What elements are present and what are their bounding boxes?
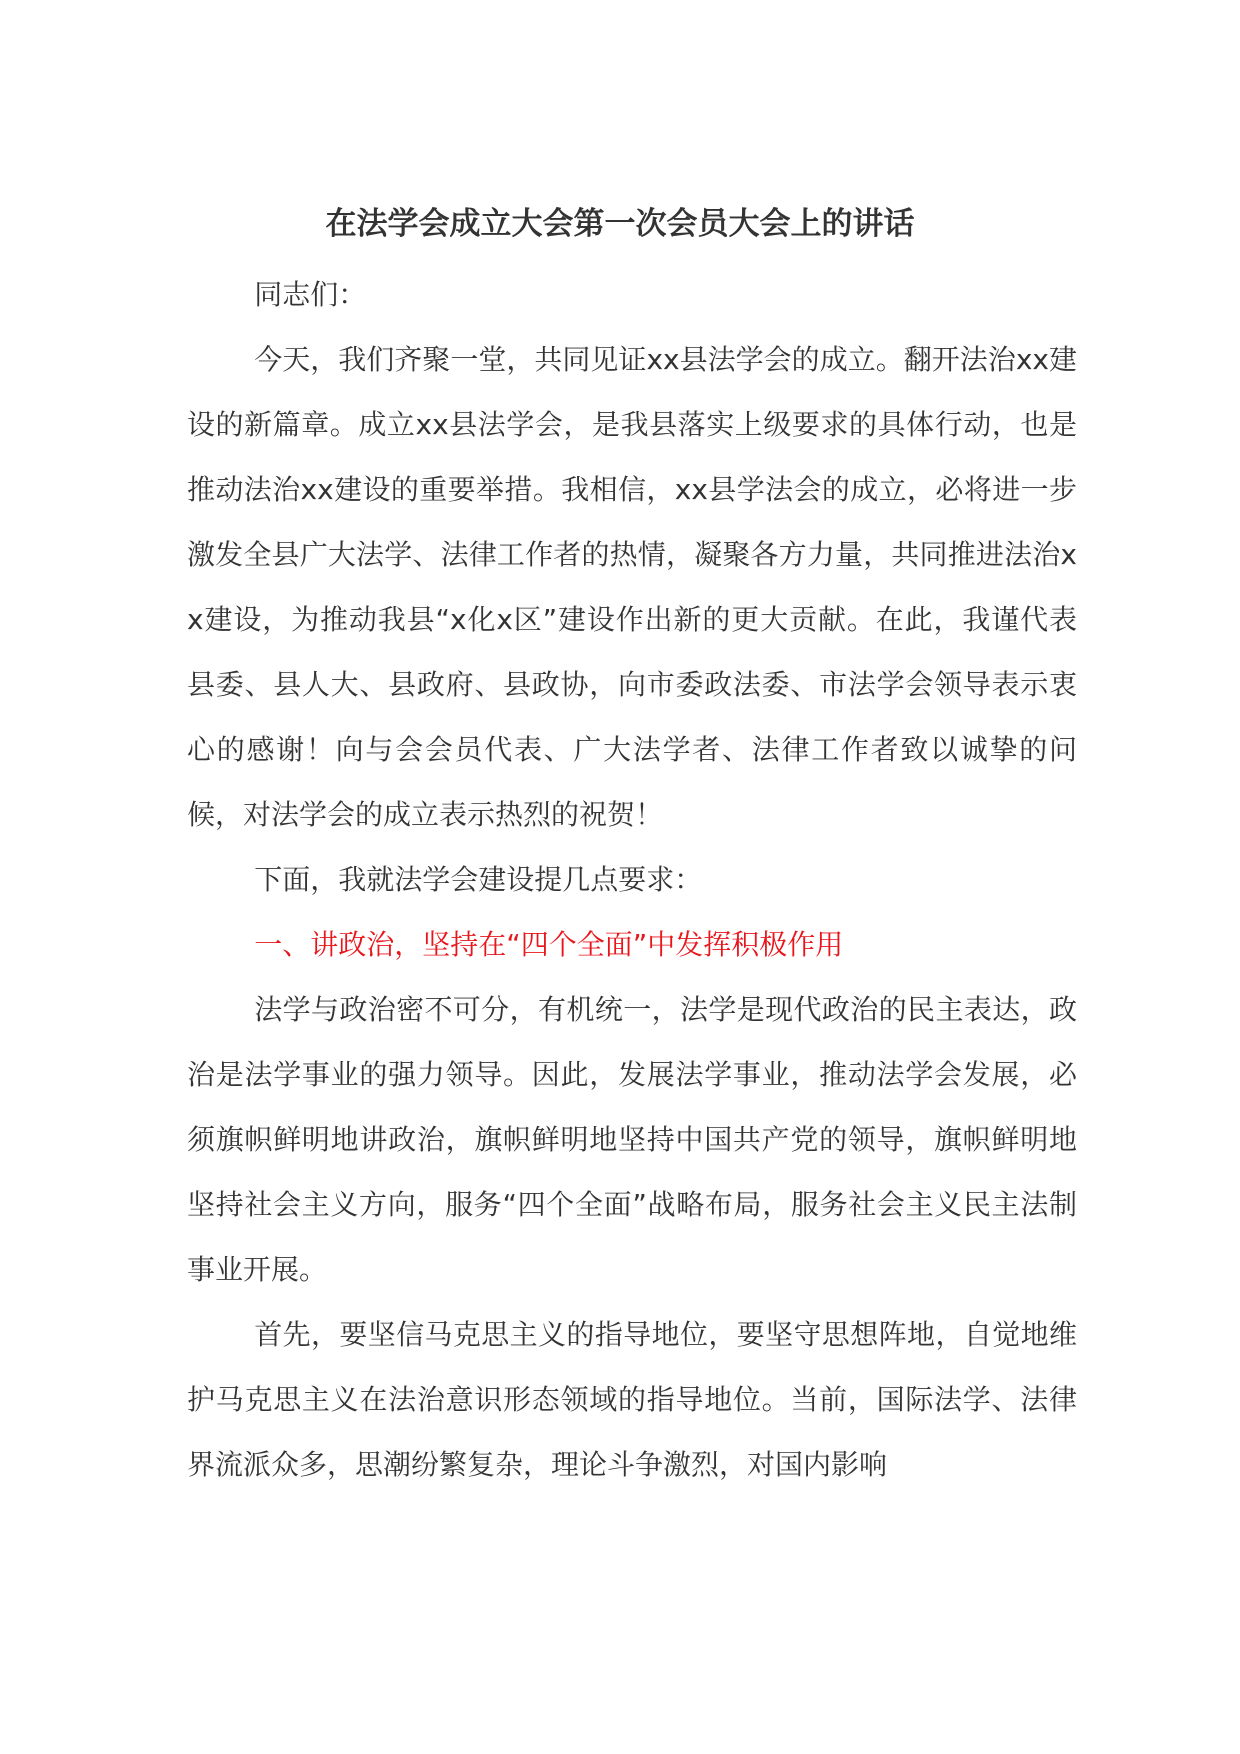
document-body <box>187 262 1077 1497</box>
first-point-paragraph: 首先，要坚信马克思主义的指导地位，要坚守思想阵地，自觉地维护马克思主义在法治意识形态领域的指导地位。当前，国际法学、法律界流派众多，思潮纷繁复杂，理论斗争激烈，对国内影响 <box>187 1318 1077 1481</box>
salutation-paragraph: 同志们： <box>254 278 367 311</box>
section-paragraph: 法学与政治密不可分，有机统一，法学是现代政治的民主表达，政治是法学事业的强力领导。因此，发展法学事业，推动法学会发展，必须旗帜鲜明地讲政治，旗帜鲜明地坚持中国共产党的领导，旗帜鲜明地坚持社会主义方向，服务“四个全面”战略布局，服务社会主义民主法制事业开展。 <box>187 993 1077 1286</box>
section-heading: 一、讲政治，坚持在“四个全面”中发挥积极作用 <box>254 928 844 961</box>
document-title: 在法学会成立大会第一次会员大会上的讲话 <box>325 206 915 242</box>
opening-paragraph: 今天，我们齐聚一堂，共同见证xx县法学会的成立。翻开法治xx建设的新篇章。成立xx县法学会，是我县落实上级要求的具体行动，也是推动法治xx建设的重要举措。我相信，xx县学法会的成立，必将进一步激发全县广大法学、法律工作者的热情，凝聚各方力量，共同推进法治xx建设，为推动我县“x化x区”建设作出新的更大贡献。在此，我谨代表县委、县人大、县政府、县政协，向市委政法委、市法学会领导表示衷心的感谢！向与会会员代表、广大法学者、法律工作者致以诚挚的问候，对法学会的成立表示热烈的祝贺！ <box>187 343 1077 831</box>
transition-paragraph: 下面，我就法学会建设提几点要求： <box>254 863 703 896</box>
